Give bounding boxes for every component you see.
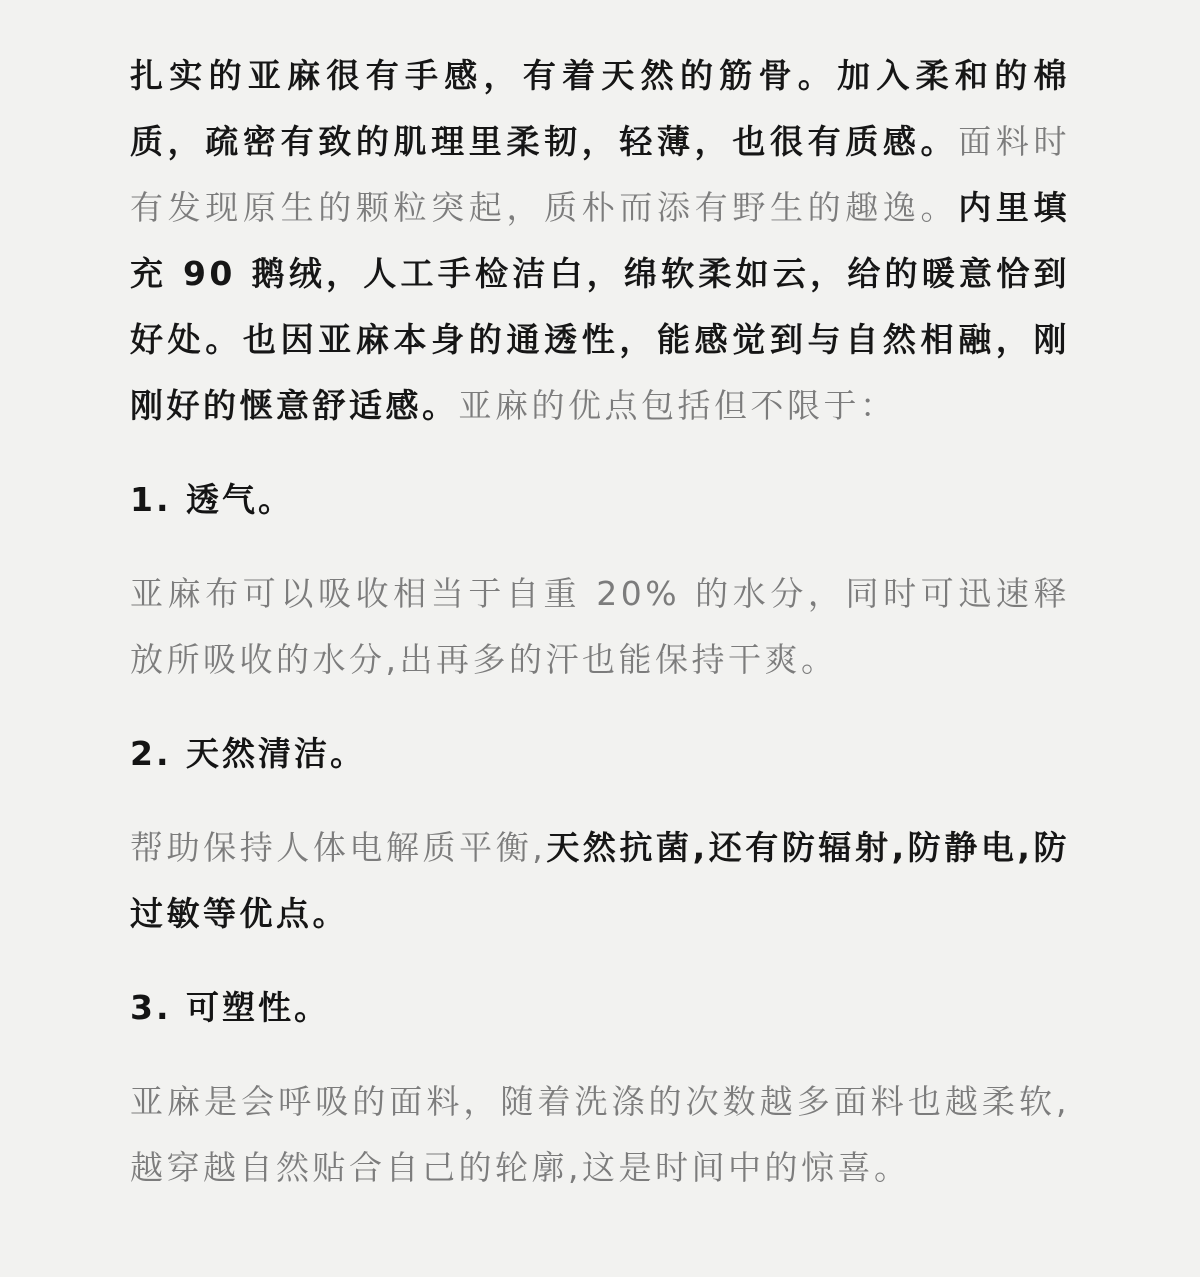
intro-text-bold-1: 扎实的亚麻很有手感，有着天然的筋骨。加入柔和的棉质，疏密有致的肌理里柔韧，轻薄，也很有质感。 (130, 56, 1070, 161)
section-body-text: 亚麻布可以吸收相当于自重 20% 的水分，同时可迅速释放所吸收的水分,出再多的汗也能保持干爽。 (130, 574, 1070, 679)
section-heading-breathable: 1. 透气。 (130, 480, 294, 519)
section-body-text: 亚麻是会呼吸的面料，随着洗涤的次数越多面料也越柔软,越穿越自然贴合自己的轮廓,这是时间中的惊喜。 (130, 1082, 1070, 1187)
section-body-plasticity (130, 1069, 1070, 1201)
section-body-text-gray: 帮助保持人体电解质平衡, (130, 828, 547, 867)
section-body-text-bold: 天然抗菌,还有防辐射,防静电,防过敏等优点。 (130, 828, 1070, 933)
section-heading-plasticity: 3. 可塑性。 (130, 988, 330, 1027)
section-heading-clean: 2. 天然清洁。 (130, 734, 366, 773)
intro-text-gray-1: 面料时有发现原生的颗粒突起，质朴而添有野生的趣逸。 (130, 122, 1071, 227)
intro-paragraph (130, 43, 1070, 439)
intro-text-bold-2: 内里填充 90 鹅绒，人工手检洁白，绵软柔如云，给的暖意恰到好处。也因亚麻本身的通透性，能感觉到与自然相融，刚刚好的惬意舒适感。 (130, 188, 1071, 425)
section-body-breathable (130, 561, 1070, 693)
intro-text-gray-2: 亚麻的优点包括但不限于： (458, 386, 897, 425)
section-body-clean (130, 815, 1070, 947)
